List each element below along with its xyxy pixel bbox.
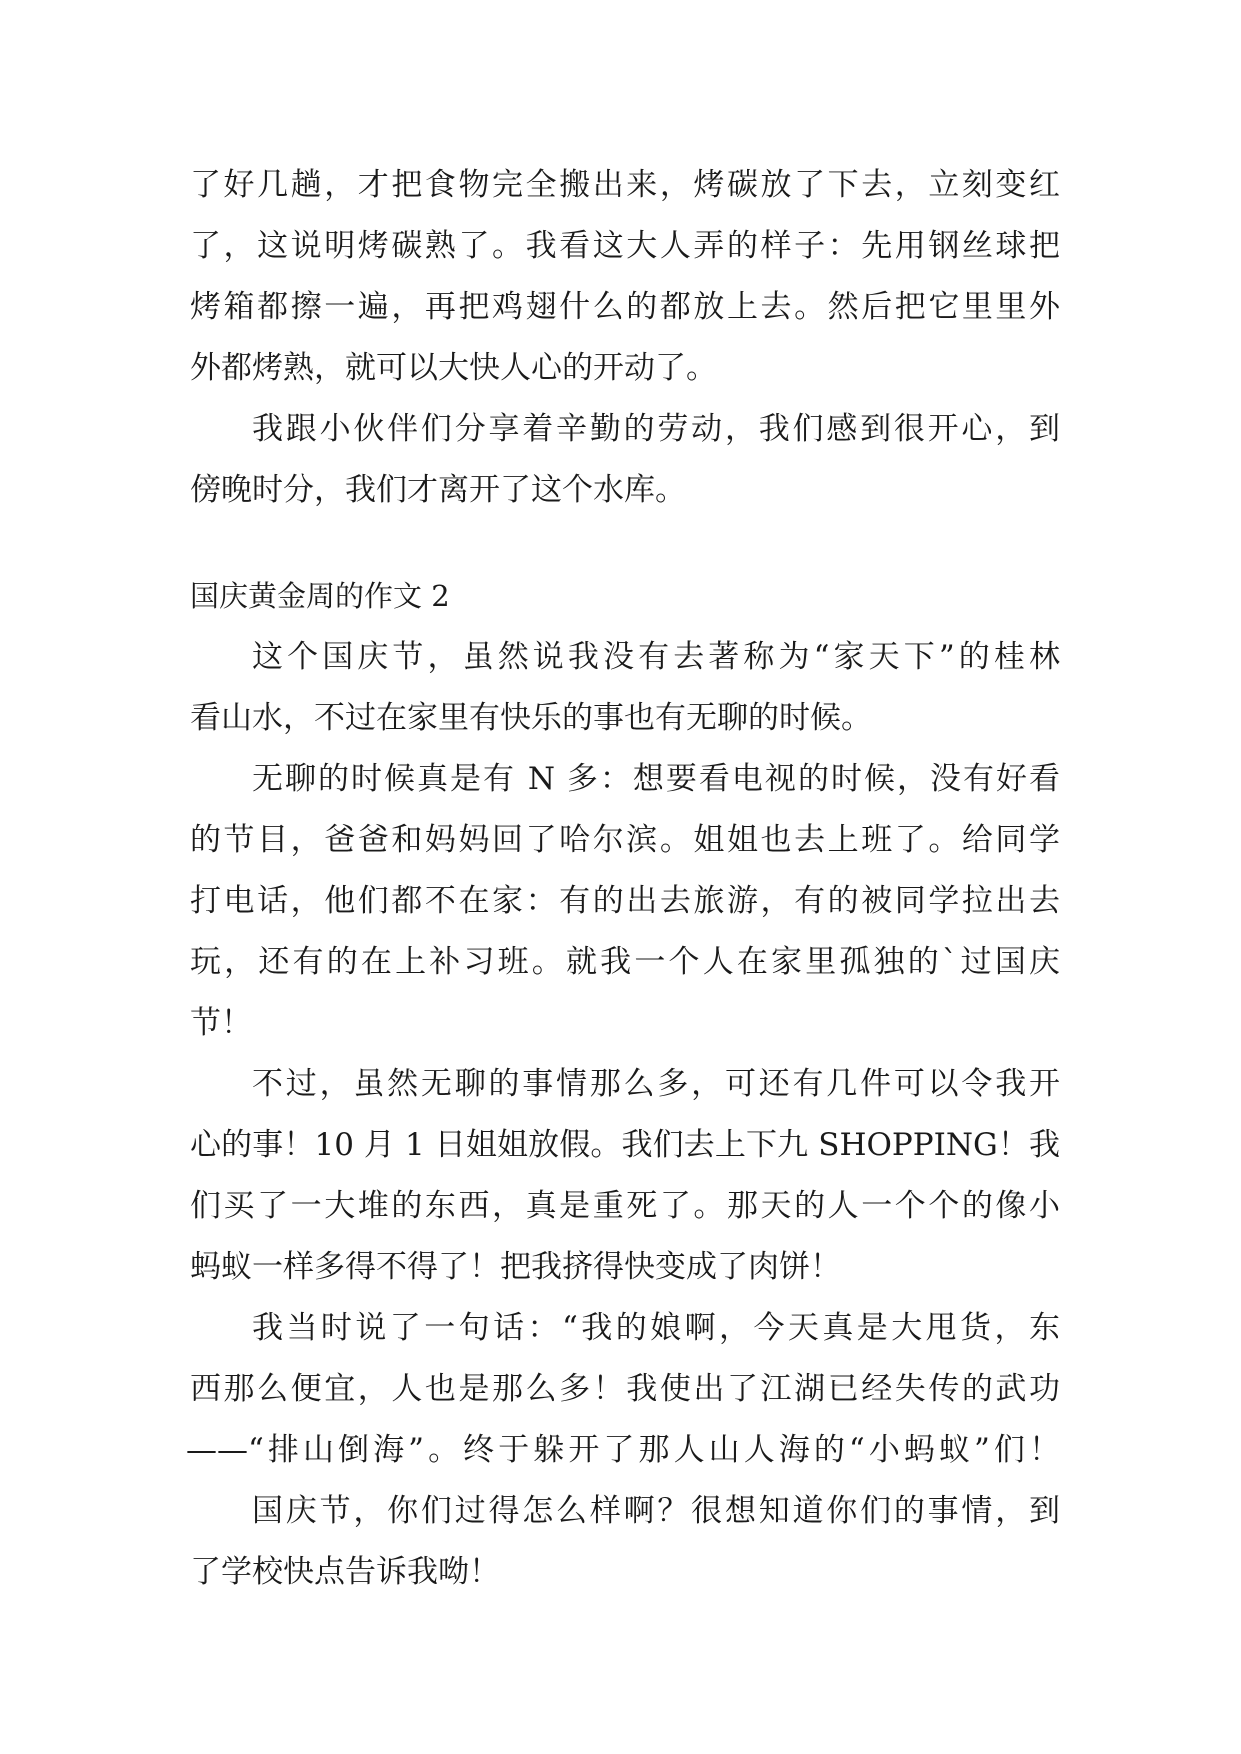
text-line: 我跟小伙伴们分享着辛勤的劳动，我们感到很开心，到 — [252, 411, 1060, 447]
text-line: 这个国庆节，虽然说我没有去著称为“家天下”的桂林 — [252, 639, 1060, 675]
text-line: 看山水，不过在家里有快乐的事也有无聊的时候。 — [190, 700, 872, 736]
paragraph-7 — [190, 1481, 1060, 1603]
text-line: 不过，虽然无聊的事情那么多，可还有几件可以令我开 — [252, 1066, 1060, 1102]
text-line: 节！ — [190, 1005, 252, 1041]
text-line: 国庆节，你们过得怎么样啊？很想知道你们的事情，到 — [252, 1493, 1060, 1529]
text-line: 蚂蚁一样多得不得了！把我挤得快变成了肉饼！ — [190, 1249, 841, 1285]
text-line: 的节目，爸爸和妈妈回了哈尔滨。姐姐也去上班了。给同学 — [190, 822, 1060, 858]
text-line: 心的事！10 月 1 日姐姐放假。我们去上下九 SHOPPING！我 — [190, 1127, 1060, 1163]
text-line: ——“排山倒海”。终于躲开了那人山人海的“小蚂蚁”们！ — [186, 1432, 1060, 1468]
paragraph-3 — [190, 627, 1060, 749]
section-heading: 国庆黄金周的作文 2 — [190, 579, 450, 613]
paragraph-1 — [190, 155, 1060, 399]
text-line: 了好几趟，才把食物完全搬出来，烤碳放了下去，立刻变红 — [190, 167, 1060, 203]
text-line: 玩，还有的在上补习班。就我一个人在家里孤独的`过国庆 — [190, 944, 1060, 980]
paragraph-5 — [190, 1054, 1060, 1298]
text-line: 傍晚时分，我们才离开了这个水库。 — [190, 472, 686, 508]
text-line: 打电话，他们都不在家：有的出去旅游，有的被同学拉出去 — [190, 883, 1060, 919]
text-line: 西那么便宜，人也是那么多！我使出了江湖已经失传的武功 — [190, 1371, 1060, 1407]
paragraph-6 — [186, 1298, 1060, 1481]
text-line: 我当时说了一句话：“我的娘啊，今天真是大甩货，东 — [252, 1310, 1060, 1346]
text-line: 无聊的时候真是有 N 多：想要看电视的时候，没有好看 — [252, 761, 1060, 797]
text-line: 外都烤熟，就可以大快人心的开动了。 — [190, 350, 717, 386]
text-line: 烤箱都擦一遍，再把鸡翅什么的都放上去。然后把它里里外 — [190, 289, 1060, 325]
paragraph-4 — [190, 749, 1060, 1054]
text-line: 了学校快点告诉我呦！ — [190, 1554, 500, 1590]
text-line: 们买了一大堆的东西，真是重死了。那天的人一个个的像小 — [190, 1188, 1060, 1224]
text-line: 了，这说明烤碳熟了。我看这大人弄的样子：先用钢丝球把 — [190, 228, 1060, 264]
paragraph-2 — [190, 399, 1060, 521]
